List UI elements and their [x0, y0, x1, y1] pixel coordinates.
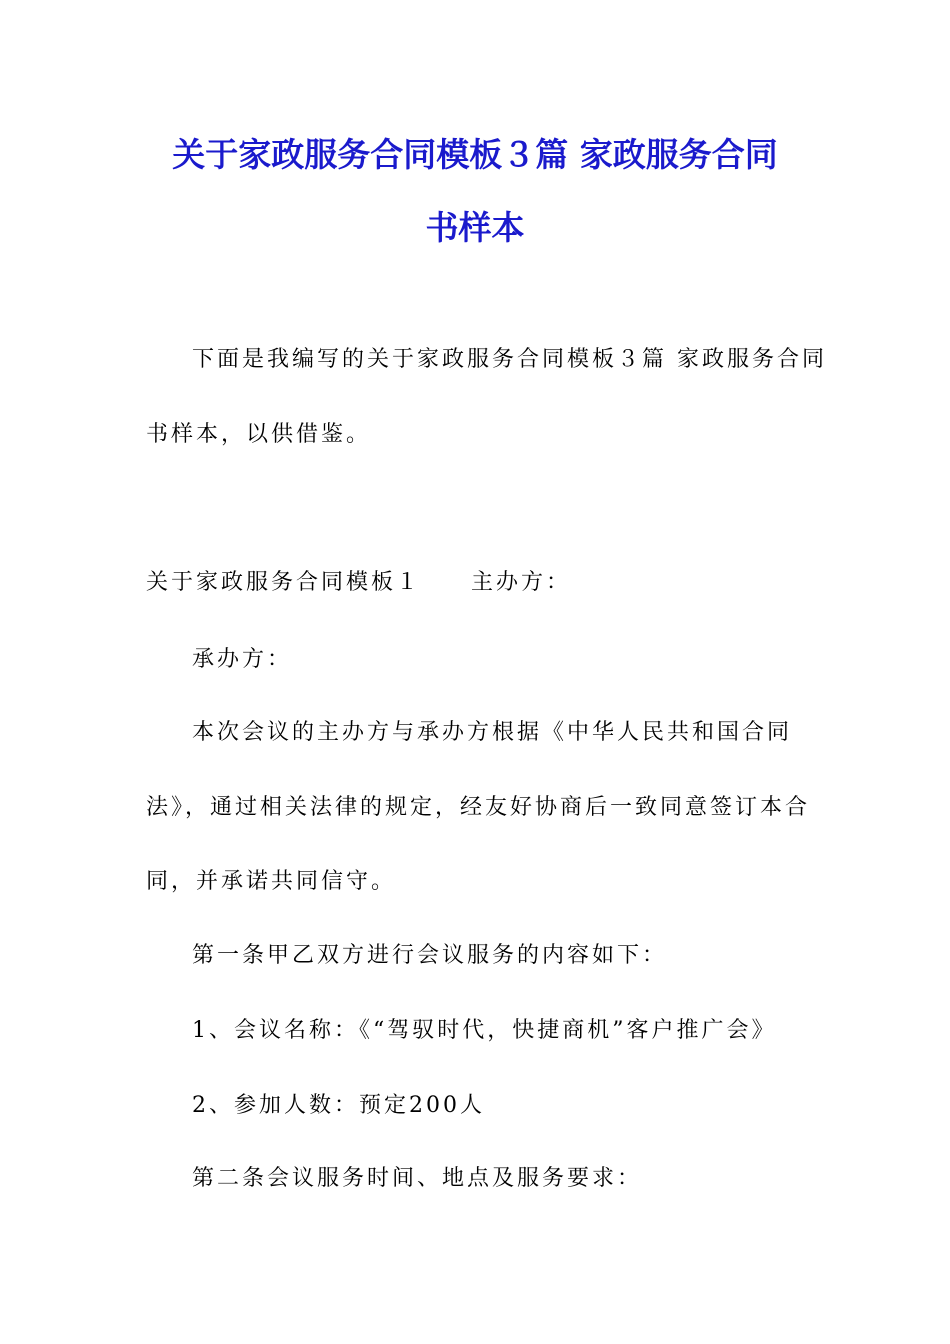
paragraph-line-1: 本次会议的主办方与承办方根据《中华人民共和国合同: [192, 720, 793, 745]
paragraph-line-2: 法》，通过相关法律的规定，经友好协商后一致同意签订本合: [146, 795, 811, 820]
article-2-heading: 第二条会议服务时间、地点及服务要求：: [192, 1166, 643, 1191]
list-item-1: 1、会议名称：《“驾驭时代，快捷商机”客户推广会》: [192, 1018, 777, 1043]
intro-text-line-2: 书样本，以供借鉴。: [146, 422, 372, 447]
contractor-label: 承办方：: [192, 647, 293, 672]
intro-text-line-1: 下面是我编写的关于家政服务合同模板３篇 家政服务合同: [192, 347, 827, 372]
article-1-heading: 第一条甲乙双方进行会议服务的内容如下：: [192, 943, 668, 968]
document-title-line-2: 书样本: [425, 208, 525, 247]
paragraph-line-3: 同，并承诺共同信守。: [146, 869, 397, 894]
document-title-line-1: 关于家政服务合同模板３篇 家政服务合同: [172, 135, 778, 174]
section-heading: 关于家政服务合同模板１ 主办方：: [146, 570, 572, 595]
list-item-2: 2、参加人数：预定200人: [192, 1093, 485, 1118]
